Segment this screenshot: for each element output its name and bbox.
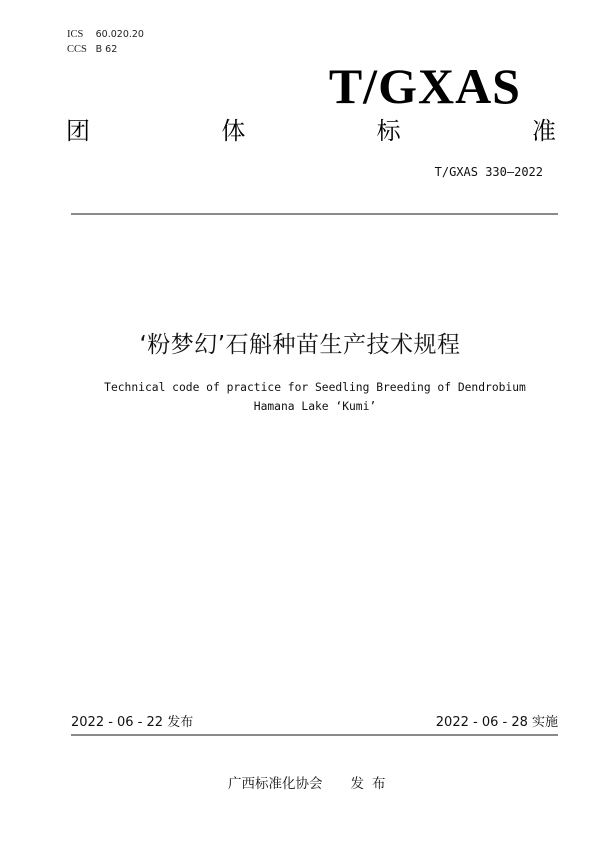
standard-type-char: 准: [531, 117, 556, 145]
standard-type-char: 标: [376, 117, 401, 145]
standard-type-char: 体: [221, 117, 246, 145]
ics-value: 60.020.20: [95, 29, 144, 40]
ccs-code: [67, 42, 144, 57]
ics-label: ICS: [67, 29, 84, 40]
publish-char: 布: [372, 776, 386, 792]
top-divider: [71, 213, 558, 215]
publisher-org: 广西标准化协会: [228, 776, 323, 792]
ccs-value: B 62: [95, 44, 118, 55]
standard-number: T/GXAS 330—2022: [434, 165, 543, 179]
english-title-line-1: Technical code of practice for Seedling Breeding of Dendrobium: [104, 381, 526, 394]
classification-codes: [67, 27, 144, 57]
implementation-date: 2022 - 06 - 28 实施: [435, 715, 558, 730]
brand-logo-text: T/GXAS: [328, 58, 521, 114]
standard-type-char: 团: [66, 117, 90, 145]
standard-type-heading: [66, 115, 556, 147]
bottom-divider: [71, 734, 558, 736]
ics-code: [67, 27, 144, 42]
publish-char: 发: [350, 776, 364, 792]
english-title-line-2: Hamana Lake ‘Kumi’: [253, 400, 377, 413]
publish-label: [351, 776, 394, 792]
document-title-english: [0, 378, 600, 416]
publisher-line: [228, 774, 394, 794]
ccs-label: CCS: [67, 44, 87, 55]
release-date: 2022 - 06 - 22 发布: [71, 715, 194, 730]
document-title-chinese: ‘粉梦幻’石斛种苗生产技术规程: [139, 332, 461, 358]
